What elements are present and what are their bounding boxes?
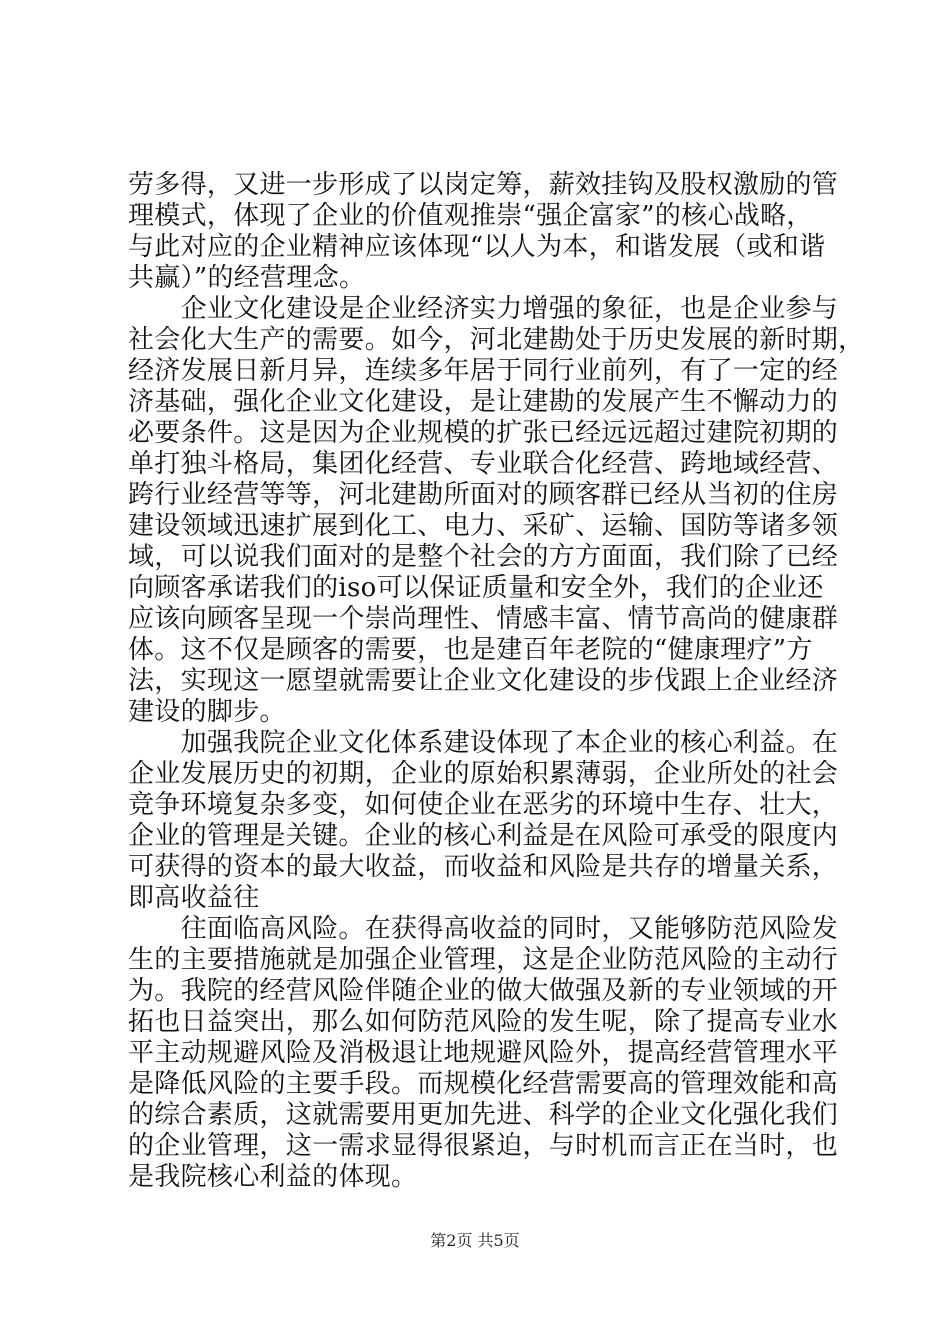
text-line: 与此对应的企业精神应该体现“以人为本，和谐发展（或和谐 [128, 232, 826, 262]
text-line: 建设领域迅速扩展到化工、电力、采矿、运输、国防等诸多领 [128, 511, 839, 541]
text-line: 共赢）”的经营理念。 [128, 263, 366, 293]
text-line: 法，实现这一愿望就需要让企业文化建设的步伐跟上企业经济 [128, 666, 839, 696]
text-line: 域，可以说我们面对的是整个社会的方方面面，我们除了已经 [128, 542, 839, 572]
text-line: 跨行业经营等等，河北建勘所面对的顾客群已经从当初的住房 [128, 480, 839, 510]
text-line: 济基础，强化企业文化建设，是让建勘的发展产生不懈动力的 [128, 387, 839, 417]
text-line: 向顾客承诺我们的iso可以保证质量和安全外，我们的企业还 [128, 573, 824, 603]
text-line: 是我院核心利益的体现。 [128, 1162, 418, 1192]
text-line: 单打独斗格局，集团化经营、专业联合化经营、跨地域经营、 [128, 449, 839, 479]
text-line: 企业的管理是关键。企业的核心利益是在风险可承受的限度内 [128, 821, 839, 851]
document-body [128, 170, 865, 1193]
text-line: 生的主要措施就是加强企业管理，这是企业防范风险的主动行 [128, 945, 839, 975]
text-line: 是降低风险的主要手段。而规模化经营需要高的管理效能和高 [128, 1069, 839, 1099]
text-line: 企业发展历史的初期，企业的原始积累薄弱，企业所处的社会 [128, 759, 839, 789]
text-line: 竞争环境复杂多变，如何使企业在恶劣的环境中生存、壮大， [128, 790, 839, 820]
text-line: 加强我院企业文化体系建设体现了本企业的核心利益。在 [128, 728, 839, 758]
text-line: 即高收益往 [128, 883, 260, 913]
text-line: 应该向顾客呈现一个崇尚理性、情感丰富、情节高尚的健康群 [128, 604, 839, 634]
text-line: 体。这不仅是顾客的需要，也是建百年老院的“健康理疗”方 [128, 635, 813, 665]
text-line: 拓也日益突出，那么如何防范风险的发生呢，除了提高专业水 [128, 1007, 839, 1037]
text-line: 社会化大生产的需要。如今，河北建勘处于历史发展的新时期， [128, 325, 865, 355]
text-line: 建设的脚步。 [128, 697, 286, 727]
text-line: 可获得的资本的最大收益，而收益和风险是共存的增量关系， [128, 852, 839, 882]
text-line: 经济发展日新月异，连续多年居于同行业前列，有了一定的经 [128, 356, 839, 386]
text-line: 的企业管理，这一需求显得很紧迫，与时机而言正在当时，也 [128, 1131, 839, 1161]
page-number: 第2页 共5页 [430, 1231, 520, 1250]
text-line: 必要条件。这是因为企业规模的扩张已经远远超过建院初期的 [128, 418, 839, 448]
text-line: 往面临高风险。在获得高收益的同时，又能够防范风险发 [128, 914, 839, 944]
text-line: 劳多得，又进一步形成了以岗定筹，薪效挂钩及股权激励的管 [128, 170, 839, 200]
text-line: 理模式，体现了企业的价值观推崇“强企富家”的核心战略， [128, 201, 813, 231]
text-line: 的综合素质，这就需要用更加先进、科学的企业文化强化我们 [128, 1100, 839, 1130]
text-line: 为。我院的经营风险伴随企业的做大做强及新的专业领域的开 [128, 976, 839, 1006]
text-line: 平主动规避风险及消极退让地规避风险外，提高经营管理水平 [128, 1038, 839, 1068]
text-line: 企业文化建设是企业经济实力增强的象征，也是企业参与 [128, 294, 839, 324]
